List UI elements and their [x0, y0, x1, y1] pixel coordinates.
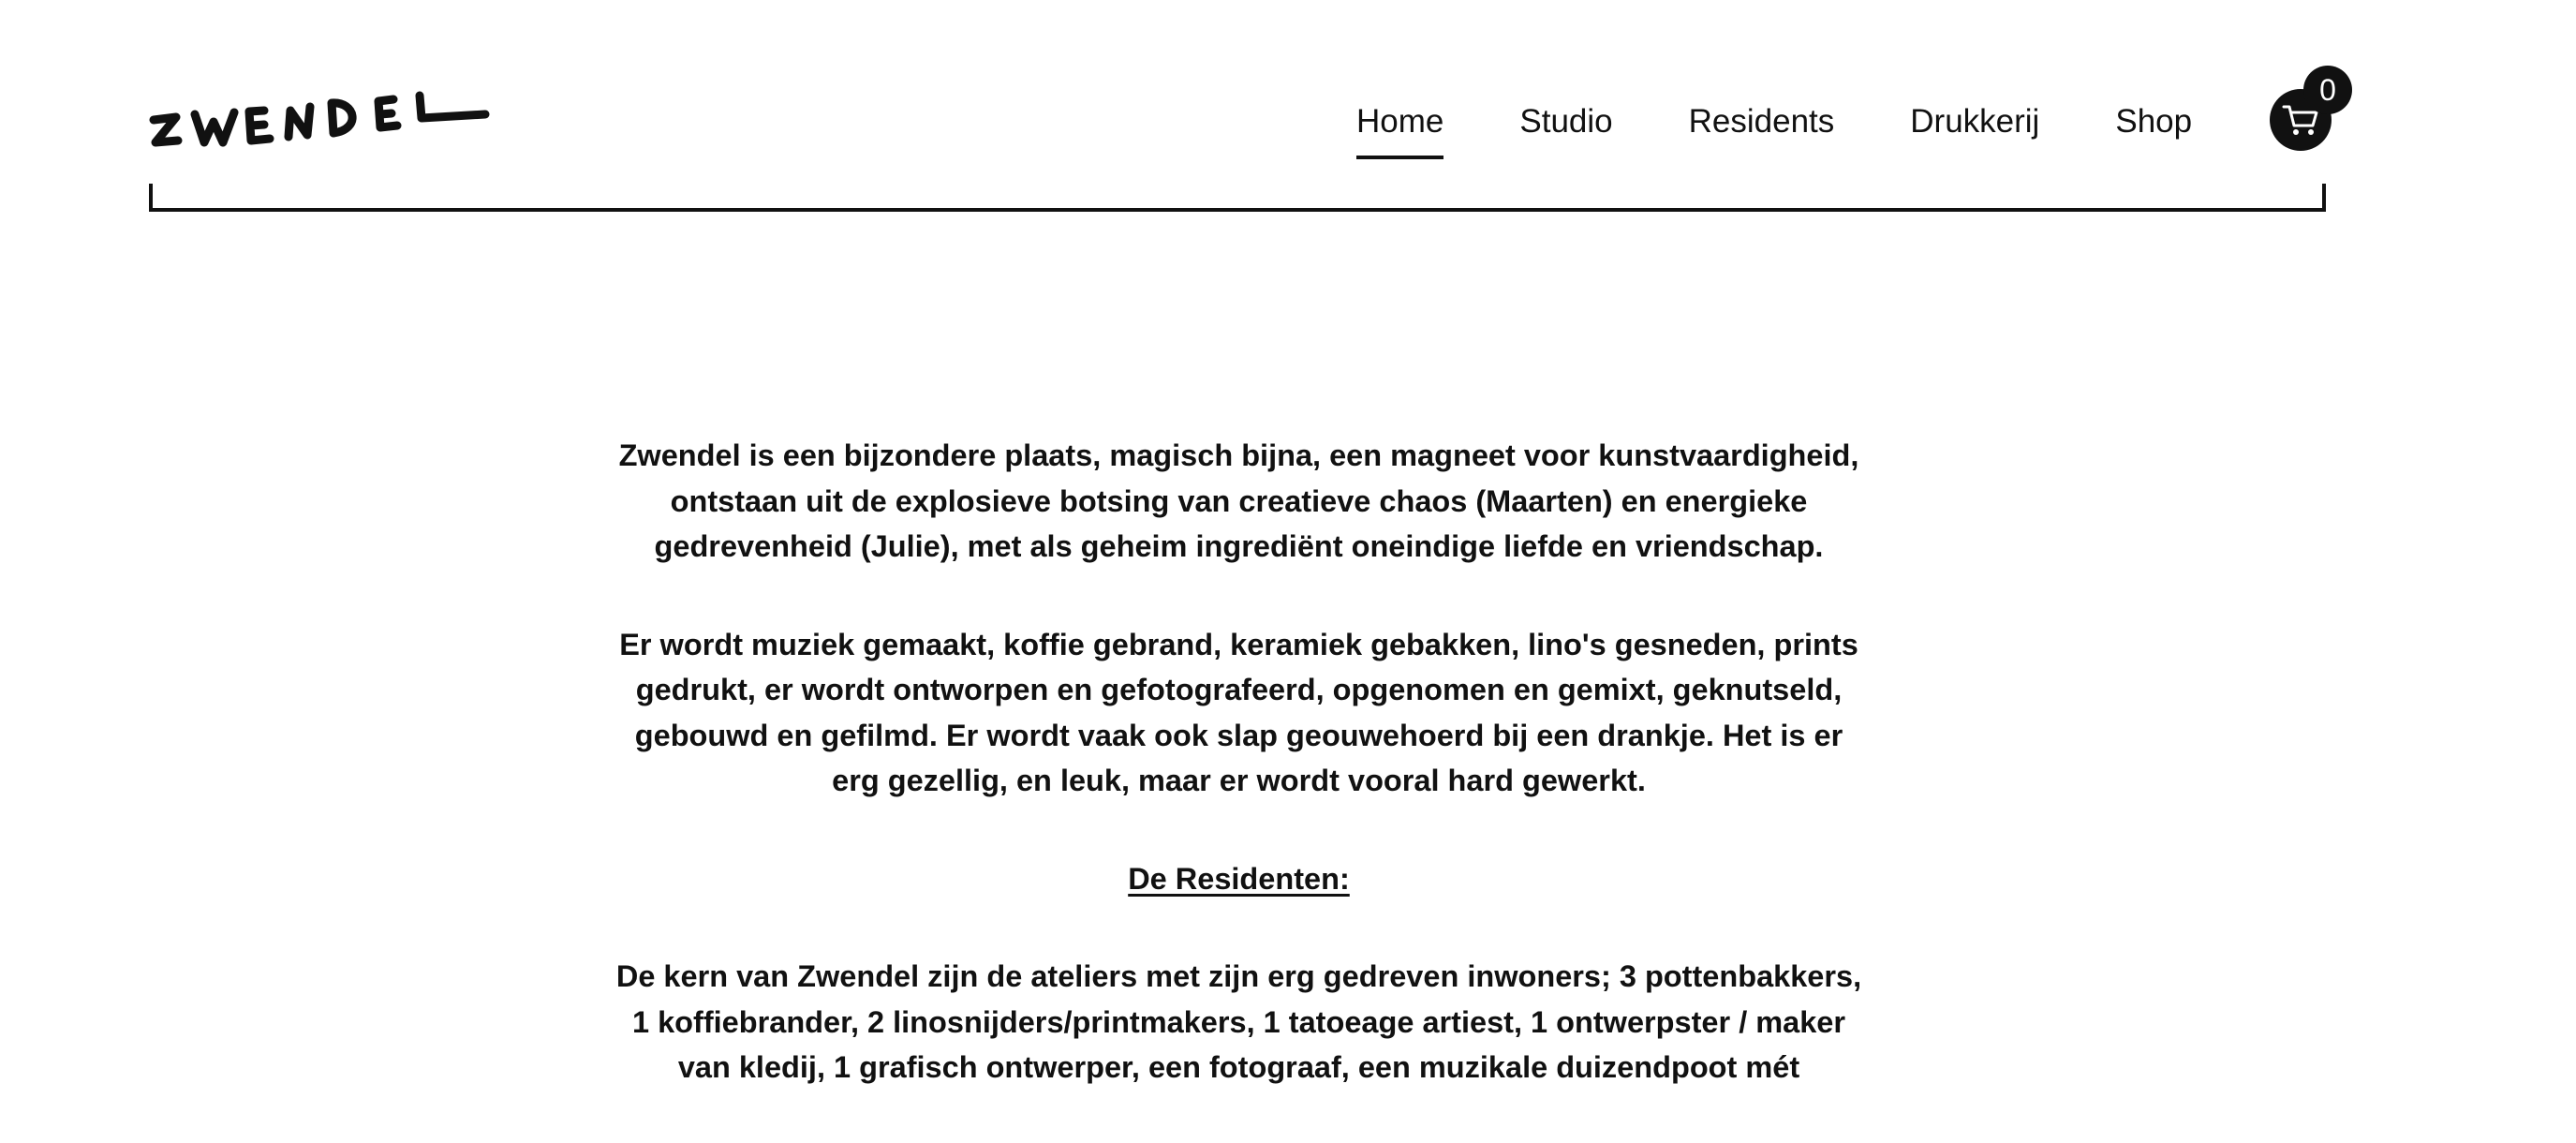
- nav-item-home[interactable]: Home: [1356, 101, 1443, 142]
- header-divider: [149, 184, 2326, 212]
- nav-item-residents[interactable]: Residents: [1688, 103, 1835, 140]
- nav-item-shop[interactable]: Shop: [2115, 103, 2193, 140]
- nav-item-drukkerij[interactable]: Drukkerij: [1910, 103, 2040, 140]
- intro-content: [609, 433, 1869, 1143]
- logo-handwritten-mark: [148, 86, 495, 161]
- nav-item-studio[interactable]: Studio: [1519, 103, 1613, 140]
- residents-paragraph: De kern van Zwendel zijn de ateliers met zijn erg gedreven inwoners; 3 pottenbakkers, 1 koffiebrander, 2 linosnijders/printmakers, 1 tatoeage artiest, 1 ontwerpster / maker van kledij, 1 grafisch ontwerper, een fotograaf, een muzikale duizendpoot mét: [615, 959, 1862, 1084]
- residents-heading: De Residenten:: [1128, 861, 1350, 896]
- intro-paragraph-2: Er wordt muziek gemaakt, koffie gebrand, keramiek gebakken, lino's gesneden, prints gedrukt, er wordt ontworpen en gefotografeerd, opgenomen en gemixt, geknutseld, gebouwd en gefilmd. Er wordt vaak ook slap geouwehoerd bij een drankje. Het is er erg gezellig, en leuk, maar er wordt vooral hard gewerkt.: [619, 627, 1858, 797]
- zwendel-logo[interactable]: [148, 86, 495, 161]
- main-nav: [1356, 101, 2192, 146]
- intro-paragraph-1: Zwendel is een bijzondere plaats, magisch bijna, een magneet voor kunstvaardigheid, ontstaan uit de explosieve botsing van creatieve chaos (Maarten) en energieke gedrevenheid (Julie), met als geheim ingrediënt oneindige liefde en vriendschap.: [618, 438, 1859, 563]
- cart-count-badge: 0: [2303, 66, 2352, 114]
- site-header: [0, 0, 2576, 215]
